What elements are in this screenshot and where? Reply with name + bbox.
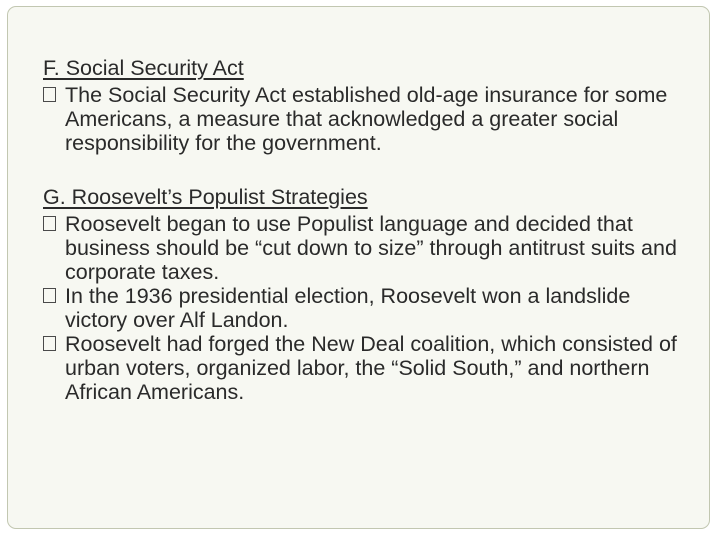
section-heading: F. Social Security Act: [43, 56, 244, 80]
bullet-text: The Social Security Act established old-age insurance for some Americans, a measure that acknowledged a greater social responsibility for the government.: [65, 83, 668, 155]
bullet-text: Roosevelt had forged the New Deal coalition, which consisted of urban voters, organized labor, the “Solid South,” and northern African Americans.: [65, 332, 677, 404]
bullet-item: [43, 332, 693, 404]
bullet-box-icon: [43, 336, 56, 351]
section-heading: G. Roosevelt’s Populist Strategies: [43, 185, 368, 209]
section-social-security-act: [43, 53, 693, 155]
bullet-item: [43, 83, 693, 155]
bullet-box-icon: [43, 87, 56, 102]
slide-content: [43, 53, 693, 404]
bullet-box-icon: [43, 216, 56, 231]
section-gap: [43, 155, 693, 182]
section-populist-strategies: [43, 182, 693, 404]
bullet-item: [43, 212, 693, 284]
bullet-box-icon: [43, 288, 56, 303]
bullet-text: In the 1936 presidential election, Roosevelt won a landslide victory over Alf Landon.: [65, 284, 631, 332]
bullet-item: [43, 284, 693, 332]
bullet-text: Roosevelt began to use Populist language and decided that business should be “cut down to size” through antitrust suits and corporate taxes.: [65, 212, 677, 284]
